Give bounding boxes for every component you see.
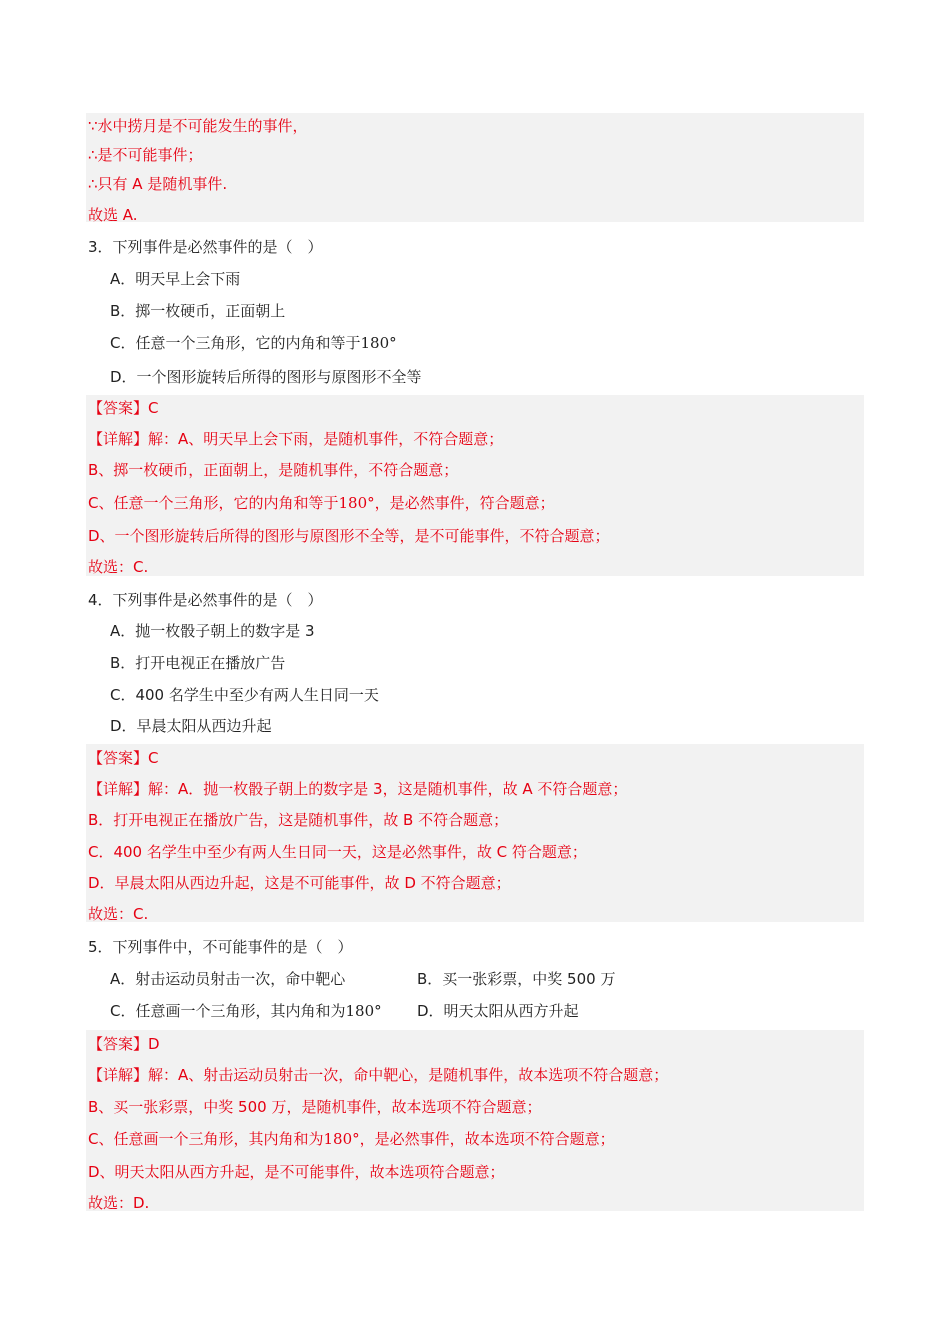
answer-block-q3 bbox=[86, 395, 864, 576]
q5-detail-line-1 bbox=[88, 1065, 668, 1085]
q3-detail-line-5: 故选：C. bbox=[88, 558, 149, 576]
detail-text: 解：A、明天早上会下雨，是随机事件，不符合题意； bbox=[148, 430, 504, 448]
degree-math: 180° bbox=[323, 1130, 360, 1148]
detail-text: 解：A、射击运动员射击一次，命中靶心，是随机事件，故本选项不符合题意； bbox=[148, 1066, 669, 1084]
question-4-stem: 4．下列事件是必然事件的是（ ） bbox=[88, 591, 323, 609]
q3-option-c bbox=[110, 333, 397, 353]
detail-heading: 【详解】 bbox=[88, 430, 149, 448]
q5-option-a: A．射击运动员射击一次，命中靶心 bbox=[110, 970, 346, 988]
q3-option-c-text: C．任意一个三角形，它的内角和等于 bbox=[110, 334, 361, 352]
question-3-stem: 3．下列事件是必然事件的是（ ） bbox=[88, 238, 323, 256]
question-5-stem: 5．下列事件中，不可能事件的是（ ） bbox=[88, 938, 353, 956]
answer-block-q5 bbox=[86, 1030, 864, 1211]
q5-detail-line-3 bbox=[88, 1129, 615, 1149]
solution-line: ∴是不可能事件； bbox=[88, 146, 203, 164]
q4-option-c: C．400 名学生中至少有两人生日同一天 bbox=[110, 686, 379, 704]
q4-detail-line-2: B．打开电视正在播放广告，这是随机事件，故 B 不符合题意； bbox=[88, 811, 509, 829]
solution-line: 故选 A. bbox=[88, 206, 138, 224]
degree-math: 180° bbox=[345, 1002, 382, 1020]
q4-option-b: B．打开电视正在播放广告 bbox=[110, 654, 286, 672]
q3-detail-line-3 bbox=[88, 493, 555, 513]
q3-detail-line-1 bbox=[88, 429, 503, 449]
q4-option-a: A．抛一枚骰子朝上的数字是 3 bbox=[110, 622, 315, 640]
q5-option-c bbox=[110, 1001, 382, 1021]
degree-math: 180° bbox=[360, 334, 397, 352]
detail-text: ，是必然事件，故本选项不符合题意； bbox=[359, 1130, 615, 1148]
q4-option-d: D．早晨太阳从西边升起 bbox=[110, 717, 272, 735]
q3-option-d: D．一个图形旋转后所得的图形与原图形不全等 bbox=[110, 368, 422, 386]
detail-text: C、任意画一个三角形，其内角和为 bbox=[88, 1130, 324, 1148]
q4-answer: 【答案】C bbox=[88, 749, 159, 767]
solution-line: ∵水中捞月是不可能发生的事件， bbox=[88, 117, 308, 135]
q4-detail-line-4: D．早晨太阳从西边升起，这是不可能事件，故 D 不符合题意； bbox=[88, 874, 511, 892]
q4-detail-line-1 bbox=[88, 779, 627, 799]
q5-detail-line-5: 故选：D. bbox=[88, 1194, 150, 1212]
q5-detail-line-2: B、买一张彩票，中奖 500 万，是随机事件，故本选项不符合题意； bbox=[88, 1098, 542, 1116]
answer-block-q4 bbox=[86, 744, 864, 922]
detail-heading: 【详解】 bbox=[88, 780, 149, 798]
q4-detail-line-5: 故选：C. bbox=[88, 905, 149, 923]
q5-detail-line-4: D、明天太阳从西方升起，是不可能事件，故本选项符合题意； bbox=[88, 1163, 505, 1181]
q4-detail-line-3: C．400 名学生中至少有两人生日同一天，这是必然事件，故 C 符合题意； bbox=[88, 843, 587, 861]
q3-option-b: B．掷一枚硬币，正面朝上 bbox=[110, 302, 286, 320]
q5-option-c-text: C．任意画一个三角形，其内角和为 bbox=[110, 1002, 346, 1020]
q5-option-b: B．买一张彩票，中奖 500 万 bbox=[417, 970, 616, 988]
detail-text: C、任意一个三角形，它的内角和等于 bbox=[88, 494, 339, 512]
q3-option-a: A．明天早上会下雨 bbox=[110, 270, 241, 288]
q3-detail-line-2: B、掷一枚硬币，正面朝上，是随机事件，不符合题意； bbox=[88, 461, 459, 479]
detail-text: 解：A．抛一枚骰子朝上的数字是 3，这是随机事件，故 A 不符合题意； bbox=[148, 780, 628, 798]
detail-heading: 【详解】 bbox=[88, 1066, 149, 1084]
degree-math: 180° bbox=[338, 494, 375, 512]
q5-answer: 【答案】D bbox=[88, 1035, 160, 1053]
q5-option-d: D．明天太阳从西方升起 bbox=[417, 1002, 579, 1020]
detail-text: ，是必然事件，符合题意； bbox=[374, 494, 555, 512]
q3-detail-line-4: D、一个图形旋转后所得的图形与原图形不全等，是不可能事件，不符合题意； bbox=[88, 527, 610, 545]
q3-answer: 【答案】C bbox=[88, 399, 159, 417]
solution-line: ∴只有 A 是随机事件. bbox=[88, 175, 228, 193]
